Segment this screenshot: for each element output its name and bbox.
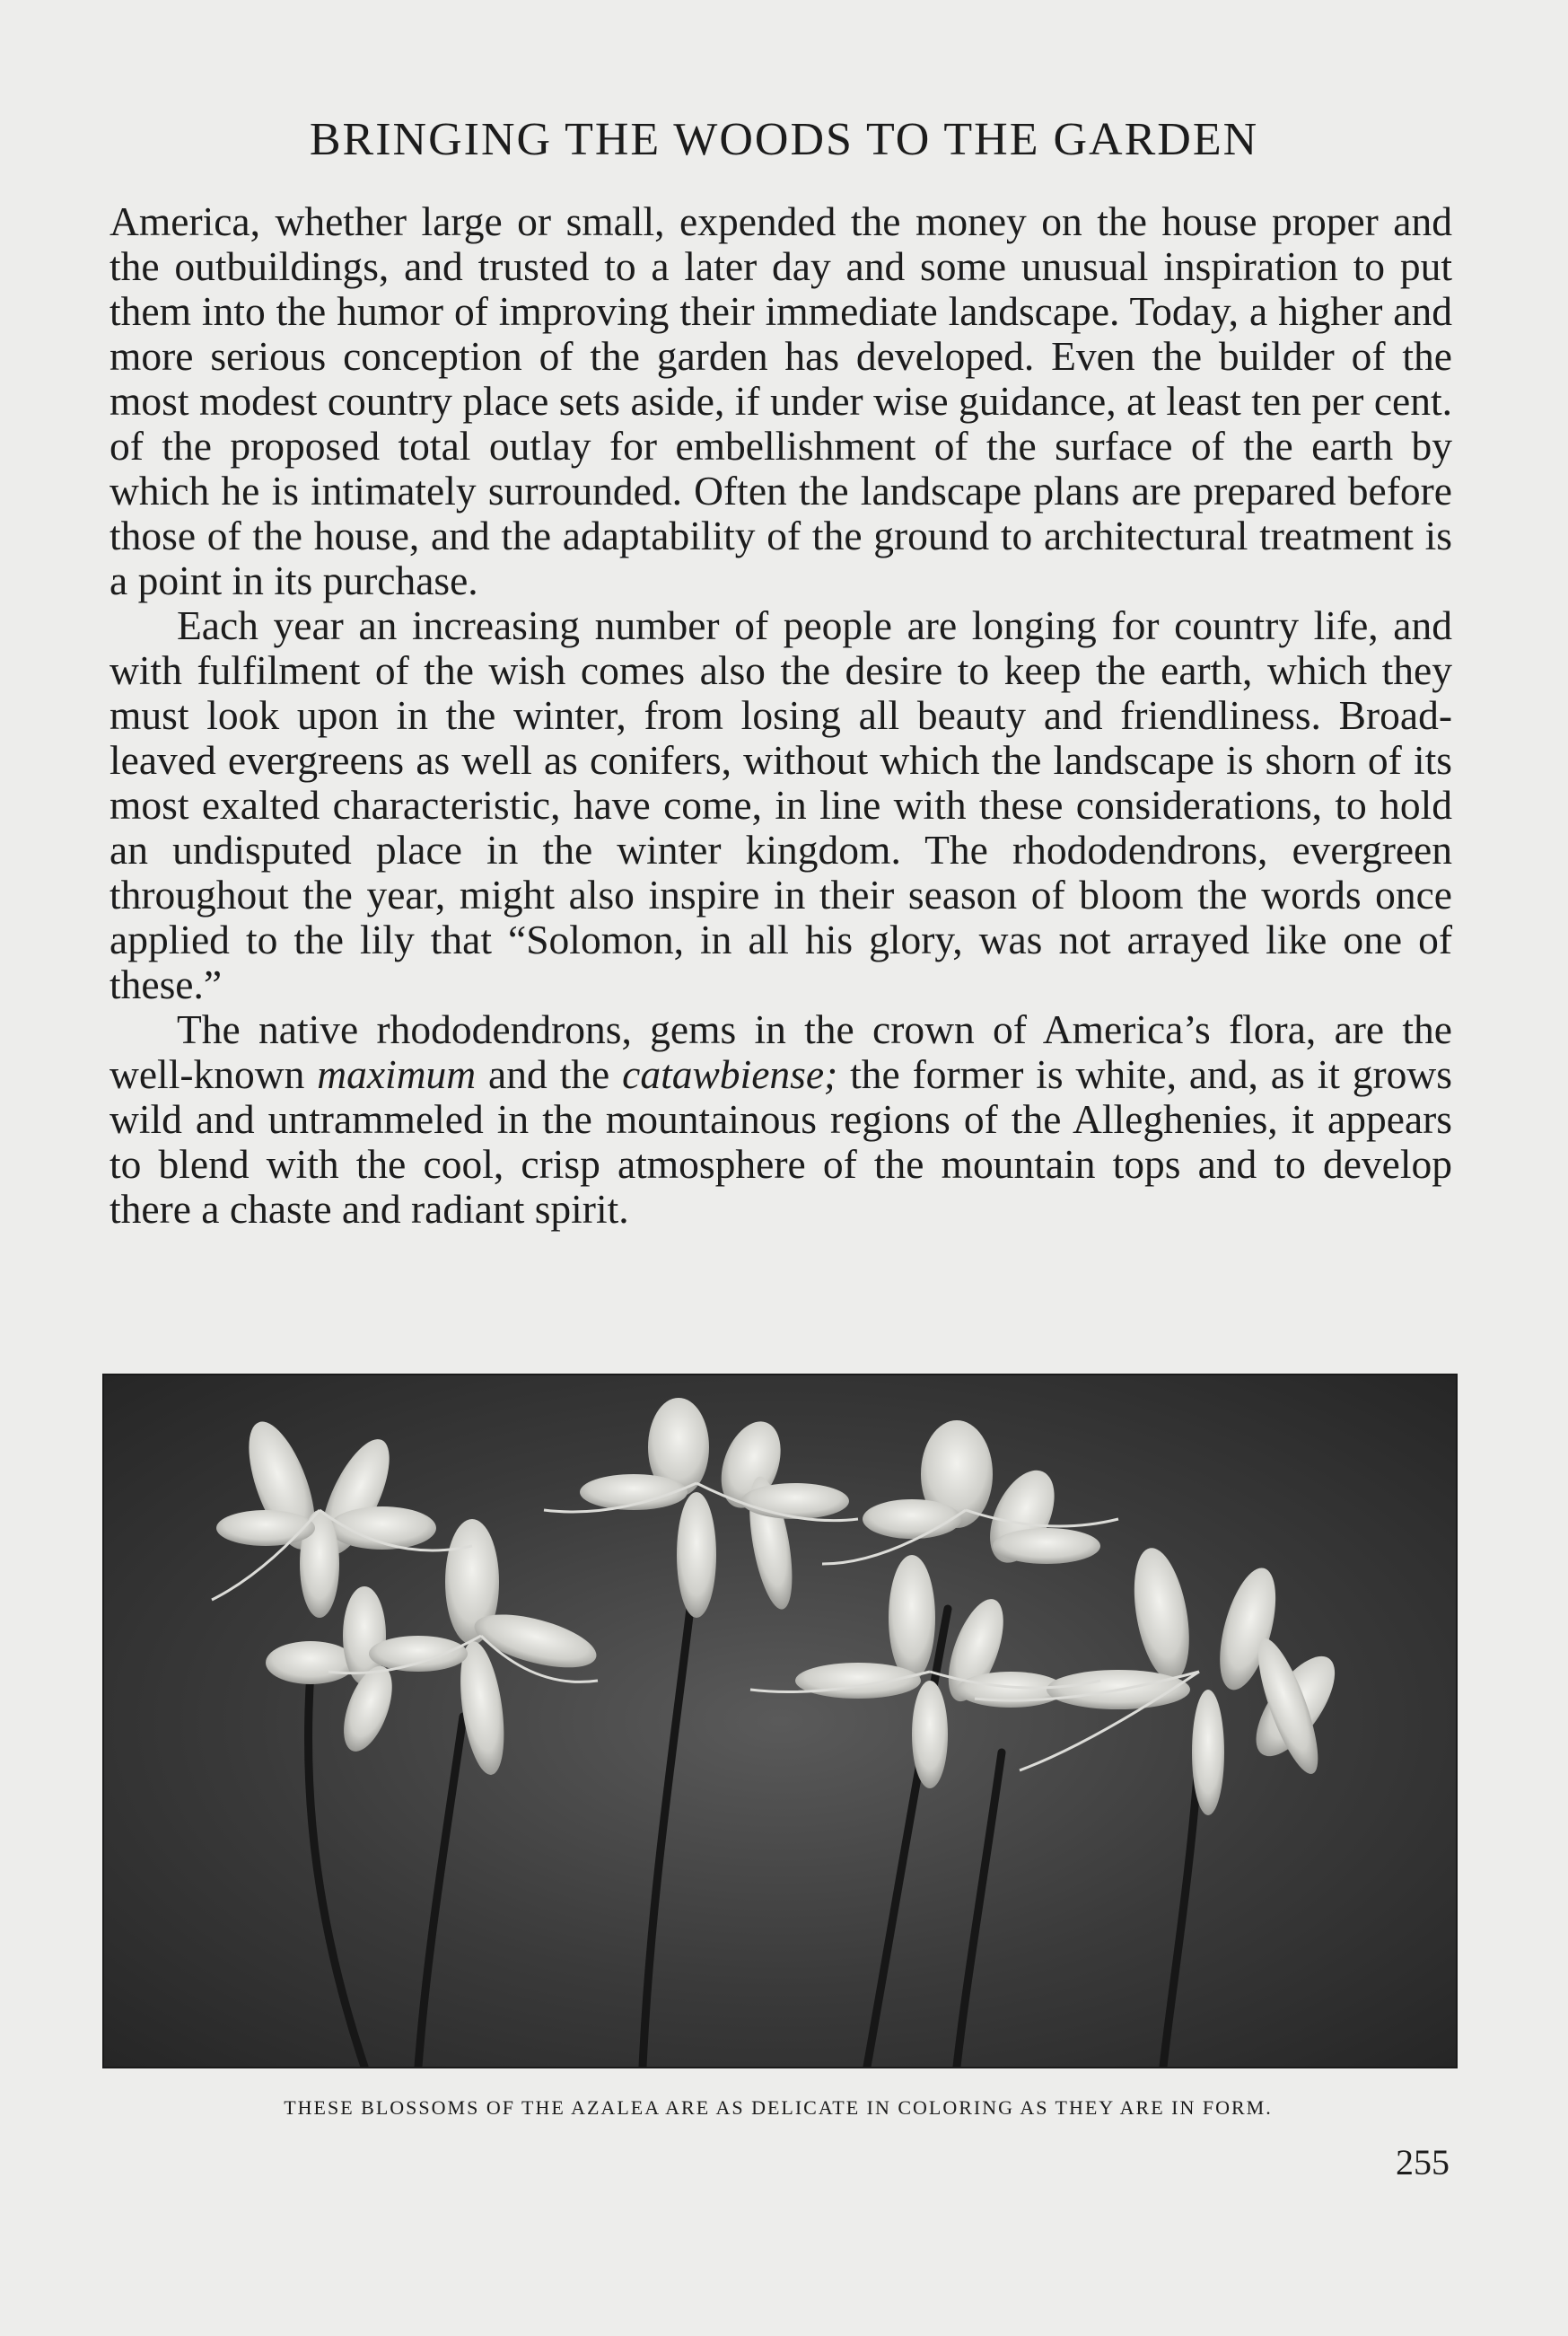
term-catawbiense: catawbiense; <box>622 1051 838 1097</box>
paragraph-1: America, whether large or small, expended the money on the house proper and the outbuildings, and trusted to a later day and some unusual inspiration to put them into the humor of improving their immediate landscape. Today, a higher and more serious conception of the garden has developed. Even the builder of the most modest country place sets aside, if under wise guidance, at least ten per cent. of the proposed total outlay for embellishment of the surface of the earth by which he is intimately surrounded. Often the landscape plans are prepared before those of the house, and the adaptability of the ground to architectural treatment is a point in its purchase. <box>109 198 1452 603</box>
paragraph-2: Each year an increasing number of people are longing for country life, and with fulfilment of the wish comes also the desire to keep the earth, which they must look upon in the winter, from losing all beauty and friendliness. Broad-leaved evergreens as well as conifers, without which the landscape is shorn of its most exalted characteristic, have come, in line with these considerations, to hold an undisputed place in the winter kingdom. The rhododendrons, evergreen throughout the year, might also inspire in their season of bloom the words once applied to the lily that “Solomon, in all his glory, was not arrayed like one of these.” <box>109 602 1452 1007</box>
photo-caption: THESE BLOSSOMS OF THE AZALEA ARE AS DELICATE IN COLORING AS THEY ARE IN FORM. <box>284 2096 1273 2119</box>
paragraph-3-text-b: and the <box>476 1051 623 1097</box>
azalea-illustration <box>104 1375 1456 2067</box>
azalea-photograph <box>102 1374 1458 2068</box>
blossoms <box>216 1398 1350 1815</box>
paragraph-3-text-c: the former is white, and, as it grows wild and untrammeled in the mountainous regions of the Alleghenies, it appears to blend with the cool, crisp atmosphere of the mountain tops and to develop there a chaste and radiant spirit. <box>109 1051 1452 1232</box>
running-head: BRINGING THE WOODS TO THE GARDEN <box>309 114 1259 165</box>
body-text <box>109 199 1452 1232</box>
paragraph-3 <box>109 1007 1452 1232</box>
stems <box>309 1555 1200 2067</box>
term-maximum: maximum <box>317 1051 477 1097</box>
page-number: 255 <box>1396 2142 1450 2182</box>
paragraph-3-text-a: The native rhododendrons, gems in the crown of America’s flora, are the well-known <box>109 1006 1452 1097</box>
